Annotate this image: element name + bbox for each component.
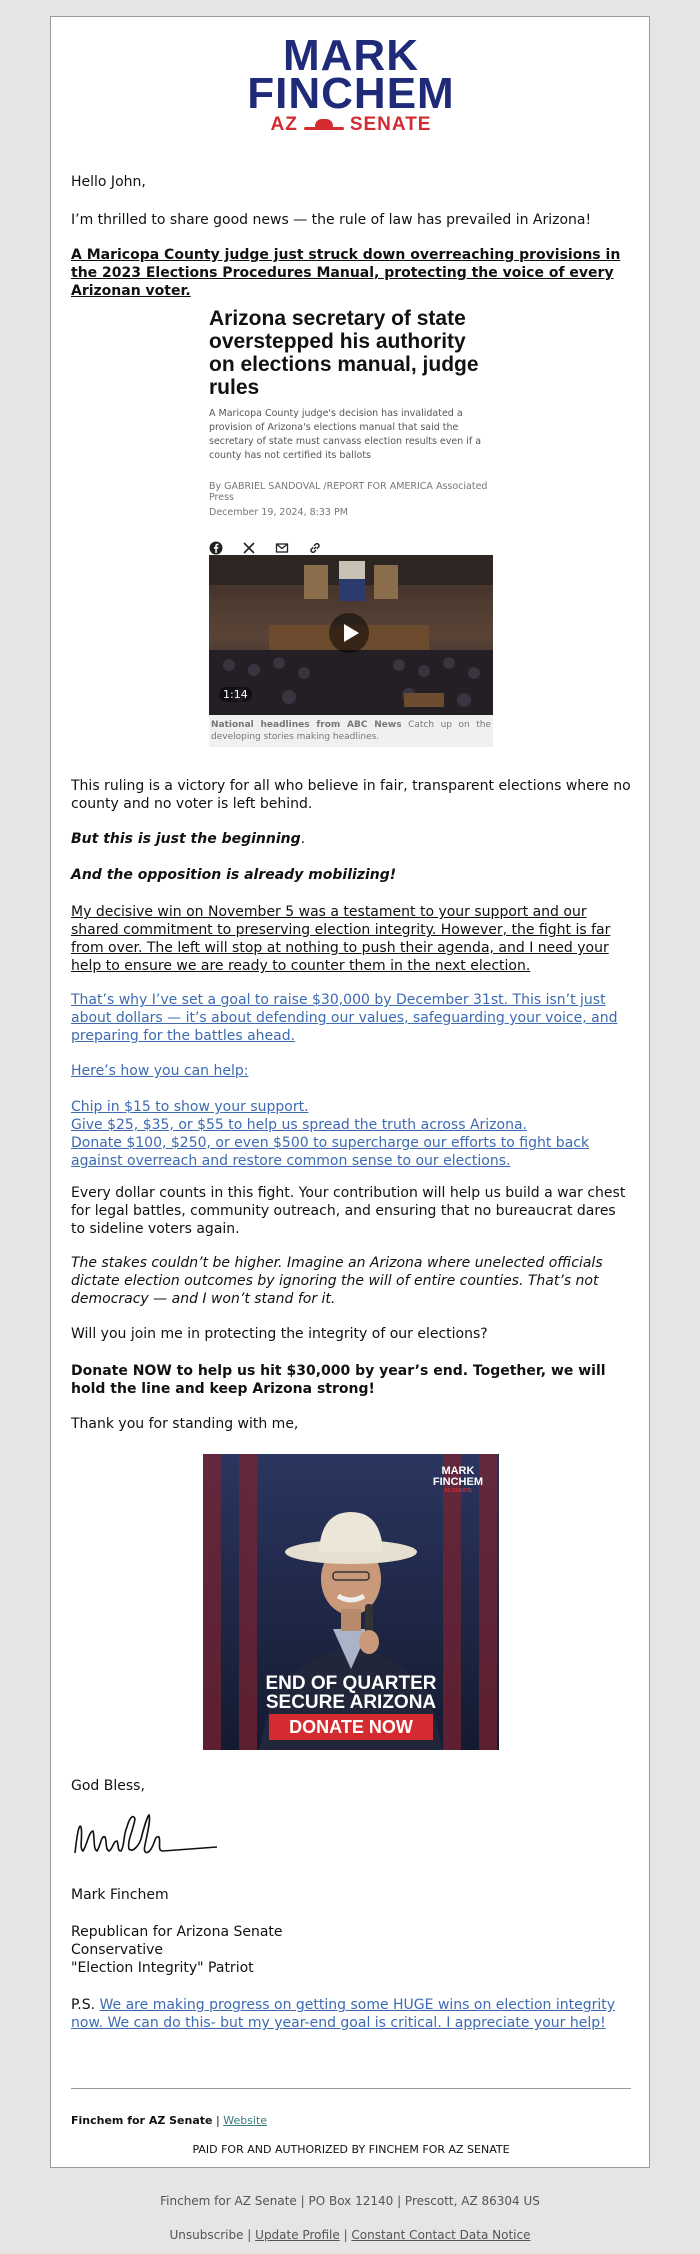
thank-you: Thank you for standing with me,: [71, 1416, 299, 1432]
donate-link-15[interactable]: Chip in $15 to show your support.: [71, 1099, 309, 1115]
footer-divider: [71, 2088, 631, 2089]
logo-senate: SENATE: [349, 114, 432, 135]
banner-headline: [203, 1674, 499, 1712]
footer-website-link[interactable]: Website: [223, 2114, 268, 2127]
signature-image: [71, 1805, 221, 1865]
banner-line-1: END OF QUARTER: [265, 1673, 437, 1694]
signer-name: Mark Finchem: [71, 1887, 169, 1903]
ps-label: P.S.: [71, 1997, 96, 2013]
update-profile-link[interactable]: Update Profile: [255, 2228, 340, 2242]
period: .: [300, 831, 306, 847]
fundraising-goal-link[interactable]: That’s why I’ve set a goal to raise $30,000 by December 31st. This isn’t just about dollars — it’s about defending our values, safeguarding your voice, and preparing for the battles ahead.: [71, 992, 618, 1044]
email-card: [50, 16, 650, 2168]
banner-line-2: SECURE ARIZONA: [265, 1692, 437, 1713]
footer-org-line: [71, 2112, 631, 2130]
signer-title-3: "Election Integrity" Patriot: [71, 1960, 254, 1976]
banner-brand-line-3: AZ SENATE: [443, 1488, 472, 1494]
donate-link-100-500[interactable]: Donate $100, $250, or even $500 to supercharge our efforts to fight back against overreach and restore common sense to our elections.: [71, 1135, 590, 1169]
news-article-card[interactable]: [209, 307, 493, 556]
footer-separator: |: [216, 2114, 220, 2127]
x-icon[interactable]: [242, 541, 256, 555]
banner-brand: [433, 1466, 483, 1495]
campaign-logo: [51, 31, 651, 135]
logo-line-2: FINCHEM: [247, 69, 455, 118]
article-description: A Maricopa County judge's decision has invalidated a provision of Arizona's elections manual that said the secretary of state must canvass election results even if a county has not certified its ballots: [209, 408, 482, 461]
headline-link[interactable]: A Maricopa County judge just struck down overreaching provisions in the 2023 Elections Procedures Manual, protecting the voice of every Arizonan voter.: [71, 247, 621, 299]
cowboy-hat-icon: [304, 119, 344, 131]
article-title[interactable]: Arizona secretary of state overstepped his authority on elections manual, judge rules: [209, 307, 479, 399]
unsubscribe-link[interactable]: Unsubscribe: [169, 2228, 244, 2242]
mail-icon[interactable]: [275, 541, 289, 555]
video-player[interactable]: [209, 555, 493, 715]
logo-az: AZ: [270, 114, 298, 135]
article-byline: By GABRIEL SANDOVAL /REPORT FOR AMERICA Associated Press: [209, 481, 488, 503]
signer-title-2: Conservative: [71, 1942, 164, 1958]
body-paragraph-4-link[interactable]: My decisive win on November 5 was a testament to your support and our shared commitment to preserving election integrity. However, the fight is far from over. The left will stop at nothing to push their agenda, and I need your help to ensure we are ready to counter them in the next election.: [71, 904, 611, 974]
footer-links: Unsubscribe | Update Profile | Constant Contact Data Notice: [169, 2228, 531, 2242]
banner-brand-line-1: MARK: [441, 1465, 475, 1477]
donate-links: [71, 1098, 631, 1170]
signer-title-1: Republican for Arizona Senate: [71, 1924, 283, 1940]
logo-subline: [51, 115, 651, 135]
link-icon[interactable]: [308, 541, 322, 555]
emphasis-text: But this is just the beginning: [71, 831, 301, 847]
banner-brand-line-2: FINCHEM: [432, 1476, 483, 1488]
sender-address: Finchem for AZ Senate | PO Box 12140 | Prescott, AZ 86304 US: [160, 2194, 540, 2208]
video-caption: [209, 715, 493, 747]
constant-contact-notice-link[interactable]: Constant Contact Data Notice: [351, 2228, 531, 2242]
body-paragraph-9: Will you join me in protecting the integrity of our elections?: [71, 1326, 488, 1342]
banner-donate-button[interactable]: DONATE NOW: [269, 1714, 433, 1740]
body-paragraph-3: And the opposition is already mobilizing!: [71, 867, 397, 883]
body-paragraph-1: This ruling is a victory for all who believe in fair, transparent elections where no county and no voter is left behind.: [71, 778, 631, 812]
how-to-help-link[interactable]: Here’s how you can help:: [71, 1063, 249, 1079]
body-paragraph-2: [71, 830, 631, 848]
play-button[interactable]: [329, 613, 369, 653]
footer-org-name: Finchem for AZ Senate: [71, 2114, 213, 2127]
ps-link[interactable]: We are making progress on getting some HUGE wins on election integrity now. We can do this- but my year-end goal is critical. I appreciate your help!: [71, 1997, 616, 2031]
logo-line-1: MARK: [283, 31, 419, 80]
share-bar: [209, 540, 493, 556]
intro-text: I’m thrilled to share good news — the rule of law has prevailed in Arizona!: [71, 212, 592, 228]
body-paragraph-8: The stakes couldn’t be higher. Imagine an Arizona where unelected officials dictate election outcomes by ignoring the will of entire counties. That’s not democracy — and I won’t stand for it.: [71, 1255, 603, 1307]
paid-for-disclaimer: PAID FOR AND AUTHORIZED BY FINCHEM FOR AZ SENATE: [192, 2143, 510, 2156]
donate-now-callout: Donate NOW to help us hit $30,000 by year’s end. Together, we will hold the line and keep Arizona strong!: [71, 1363, 606, 1397]
postscript: [71, 1996, 631, 2032]
donate-link-25-55[interactable]: Give $25, $35, or $55 to help us spread the truth across Arizona.: [71, 1117, 527, 1133]
video-caption-source: National headlines from ABC News: [211, 720, 402, 730]
video-duration: 1:14: [219, 687, 252, 702]
article-date: December 19, 2024, 8:33 PM: [209, 507, 348, 518]
facebook-icon[interactable]: [209, 541, 223, 555]
donate-now-banner[interactable]: [203, 1454, 499, 1750]
body-paragraph-7: Every dollar counts in this fight. Your contribution will help us build a war chest for legal battles, community outreach, and ensuring that no bureaucrat dares to sideline voters again.: [71, 1185, 626, 1237]
greeting: Hello John,: [71, 174, 146, 190]
video-caption-text: Catch up on the developing stories making headlines.: [211, 720, 491, 742]
blessing: God Bless,: [71, 1778, 145, 1794]
signer-titles: [71, 1923, 631, 1977]
